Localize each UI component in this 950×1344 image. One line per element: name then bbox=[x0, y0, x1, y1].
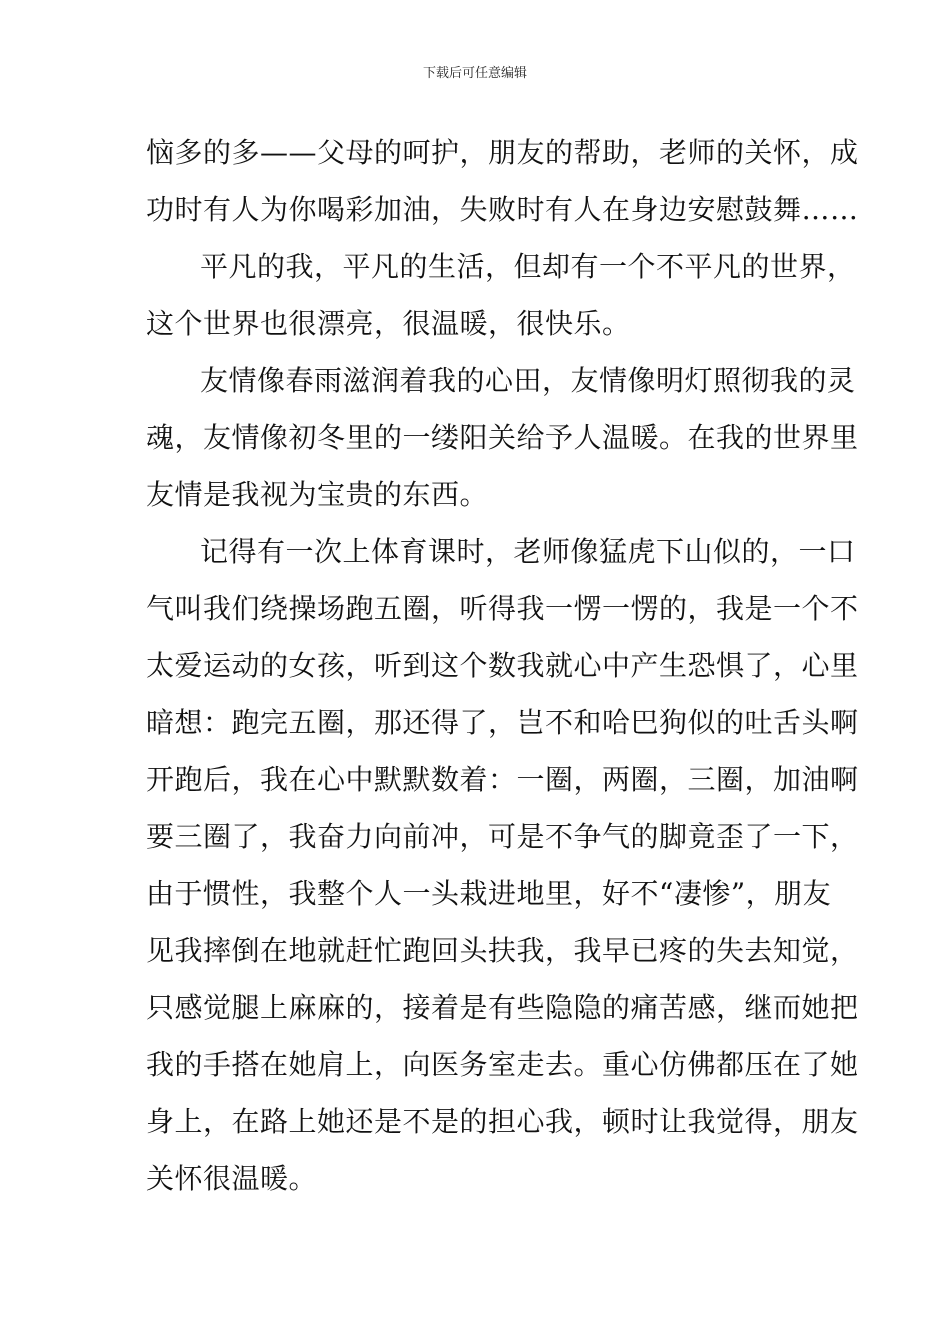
text-line-1: 恼多的多——父母的呵护，朋友的帮助，老师的关怀，成 bbox=[146, 136, 859, 169]
text-line-11: 暗想：跑完五圈，那还得了，岂不和哈巴狗似的吐舌头啊 bbox=[146, 706, 859, 739]
text-line-12: 开跑后，我在心中默默数着：一圈，两圈，三圈，加油啊 bbox=[146, 763, 859, 796]
text-line-19: 关怀很温暖。 bbox=[146, 1162, 318, 1195]
text-line-15: 见我摔倒在地就赶忙跑回头扶我，我早已疼的失去知觉， bbox=[146, 934, 859, 967]
text-line-2: 功时有人为你喝彩加油，失败时有人在身边安慰鼓舞…… bbox=[146, 193, 859, 226]
text-line-5: 友情像春雨滋润着我的心田，友情像明灯照彻我的灵 bbox=[200, 364, 856, 397]
text-line-4: 这个世界也很漂亮，很温暖，很快乐。 bbox=[146, 307, 631, 340]
text-line-7: 友情是我视为宝贵的东西。 bbox=[146, 478, 489, 511]
text-line-17: 我的手搭在她肩上，向医务室走去。重心仿佛都压在了她 bbox=[146, 1048, 859, 1081]
text-line-8: 记得有一次上体育课时，老师像猛虎下山似的，一口 bbox=[200, 535, 856, 568]
text-line-18: 身上，在路上她还是不是的担心我，顿时让我觉得，朋友 bbox=[146, 1105, 859, 1138]
text-line-9: 气叫我们绕操场跑五圈，听得我一愣一愣的，我是一个不 bbox=[146, 592, 859, 625]
text-line-3: 平凡的我，平凡的生活，但却有一个不平凡的世界， bbox=[200, 250, 856, 283]
page-header: 下载后可任意编辑 bbox=[422, 66, 527, 81]
text-line-14: 由于惯性，我整个人一头栽进地里，好不“凄惨”，朋友 bbox=[146, 877, 832, 910]
text-line-13: 要三圈了，我奋力向前冲，可是不争气的脚竟歪了一下， bbox=[146, 820, 859, 853]
text-line-6: 魂，友情像初冬里的一缕阳关给予人温暖。在我的世界里 bbox=[146, 421, 859, 454]
text-line-10: 太爱运动的女孩，听到这个数我就心中产生恐惧了，心里 bbox=[146, 649, 859, 682]
text-line-16: 只感觉腿上麻麻的，接着是有些隐隐的痛苦感，继而她把 bbox=[146, 991, 859, 1024]
